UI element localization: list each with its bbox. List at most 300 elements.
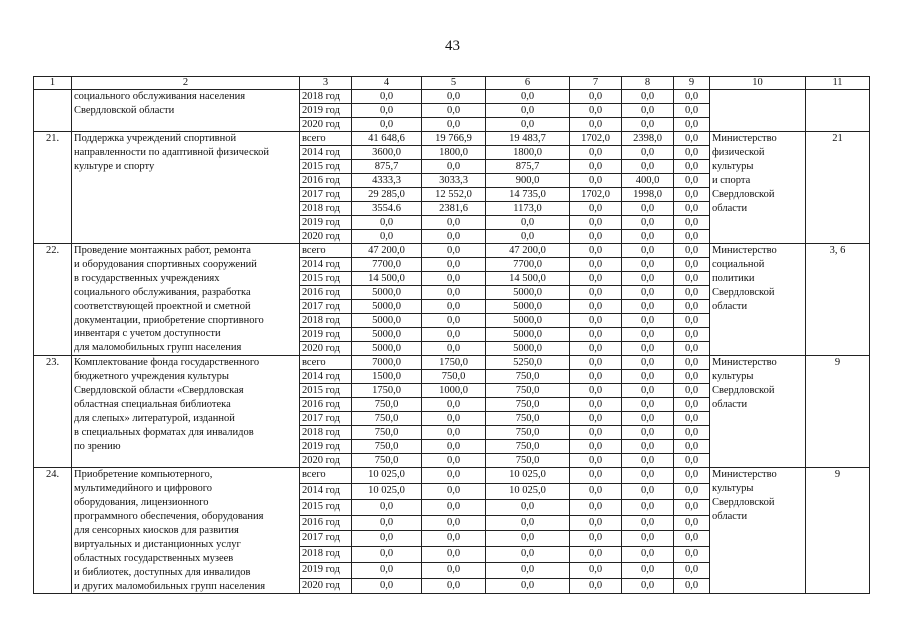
value-cell: 0,0	[422, 499, 486, 515]
text-line: Комплектование фонда государственного	[74, 357, 260, 369]
period-cell: 2020 год	[300, 342, 352, 356]
value-cell: 750,0	[486, 370, 570, 384]
value-cell: 0,0	[622, 562, 674, 578]
value-cell: 0,0	[674, 314, 710, 328]
text-line: и спорта	[712, 174, 751, 186]
value-cell: 0,0	[570, 468, 622, 484]
text-line: мультимедийного и цифрового	[74, 483, 213, 495]
text-line: инвентаря с учетом доступности	[74, 328, 221, 340]
value-cell: 0,0	[352, 578, 422, 594]
period-cell: 2018 год	[300, 90, 352, 104]
value-cell: 0,0	[570, 356, 622, 370]
value-cell: 0,0	[486, 104, 570, 118]
text-line: культуры	[712, 483, 754, 495]
value-cell: 750,0	[486, 426, 570, 440]
text-line: и других маломобильных групп населения	[74, 580, 266, 592]
value-cell: 0,0	[674, 356, 710, 370]
text-line: Свердловской	[712, 497, 775, 509]
value-cell: 0,0	[422, 300, 486, 314]
value-cell: 0,0	[422, 547, 486, 563]
item-name-cell	[72, 132, 300, 244]
value-cell: 0,0	[674, 104, 710, 118]
target-cell: 21	[806, 132, 870, 244]
value-cell: 0,0	[674, 440, 710, 454]
period-cell: 2016 год	[300, 398, 352, 412]
column-number: 10	[710, 77, 806, 90]
value-cell: 0,0	[622, 314, 674, 328]
value-cell: 3033,3	[422, 174, 486, 188]
text-line: Приобретение компьютерного,	[74, 469, 213, 481]
text-line: Свердловской	[712, 385, 775, 397]
target-cell: 9	[806, 468, 870, 594]
value-cell: 0,0	[570, 230, 622, 244]
text-line: для слепых» литературой, изданной	[74, 412, 235, 424]
value-cell: 0,0	[570, 146, 622, 160]
value-cell: 0,0	[674, 230, 710, 244]
value-cell: 0,0	[570, 499, 622, 515]
table-body	[34, 77, 870, 594]
value-cell: 875,7	[486, 160, 570, 174]
value-cell: 875,7	[352, 160, 422, 174]
value-cell: 750,0	[486, 454, 570, 468]
period-cell: 2015 год	[300, 384, 352, 398]
table-row	[34, 468, 870, 484]
period-cell: 2018 год	[300, 426, 352, 440]
ministry-cell	[710, 244, 806, 356]
item-name-cell	[72, 90, 300, 132]
text-line: области	[712, 202, 748, 214]
value-cell: 0,0	[486, 562, 570, 578]
value-cell: 0,0	[570, 515, 622, 531]
value-cell: 1173,0	[486, 202, 570, 216]
value-cell: 0,0	[570, 314, 622, 328]
ministry-cell	[710, 132, 806, 244]
value-cell: 10 025,0	[486, 484, 570, 500]
column-number-row	[34, 77, 870, 90]
value-cell: 0,0	[674, 515, 710, 531]
period-cell: 2019 год	[300, 562, 352, 578]
value-cell: 0,0	[622, 244, 674, 258]
value-cell: 5000,0	[486, 300, 570, 314]
value-cell: 0,0	[422, 216, 486, 230]
value-cell: 0,0	[422, 118, 486, 132]
value-cell: 1702,0	[570, 188, 622, 202]
value-cell: 0,0	[622, 515, 674, 531]
value-cell: 5000,0	[352, 328, 422, 342]
value-cell: 0,0	[674, 578, 710, 594]
value-cell: 0,0	[422, 468, 486, 484]
period-cell: 2018 год	[300, 202, 352, 216]
value-cell: 0,0	[422, 314, 486, 328]
ministry-cell	[710, 356, 806, 468]
value-cell: 0,0	[352, 562, 422, 578]
value-cell: 750,0	[486, 384, 570, 398]
value-cell: 0,0	[674, 531, 710, 547]
value-cell: 0,0	[570, 454, 622, 468]
value-cell: 0,0	[674, 118, 710, 132]
target-cell: 3, 6	[806, 244, 870, 356]
text-line: для сенсорных киосков для развития	[74, 524, 239, 536]
value-cell: 1000,0	[422, 384, 486, 398]
column-number: 8	[622, 77, 674, 90]
value-cell: 0,0	[422, 426, 486, 440]
value-cell: 0,0	[422, 578, 486, 594]
ministry-cell	[710, 90, 806, 132]
text-line: виртуальных и дистанционных услуг	[74, 538, 241, 550]
value-cell: 0,0	[674, 286, 710, 300]
value-cell: 0,0	[674, 146, 710, 160]
value-cell: 0,0	[674, 328, 710, 342]
value-cell: 0,0	[422, 398, 486, 412]
value-cell: 400,0	[622, 174, 674, 188]
value-cell: 2381,6	[422, 202, 486, 216]
value-cell: 0,0	[674, 370, 710, 384]
period-cell: 2017 год	[300, 412, 352, 426]
value-cell: 0,0	[622, 328, 674, 342]
ministry-cell	[710, 468, 806, 594]
value-cell: 0,0	[622, 499, 674, 515]
value-cell: 750,0	[352, 398, 422, 412]
value-cell: 0,0	[570, 258, 622, 272]
value-cell: 1500,0	[352, 370, 422, 384]
value-cell: 0,0	[570, 398, 622, 412]
value-cell: 0,0	[570, 370, 622, 384]
period-cell: 2018 год	[300, 314, 352, 328]
value-cell: 0,0	[674, 547, 710, 563]
value-cell: 0,0	[570, 440, 622, 454]
period-cell: 2018 год	[300, 547, 352, 563]
value-cell: 0,0	[622, 356, 674, 370]
value-cell: 0,0	[674, 384, 710, 398]
text-line: области	[712, 300, 748, 312]
text-line: Свердловской	[712, 188, 775, 200]
text-line: социального обслуживания, разработка	[74, 286, 251, 298]
value-cell: 0,0	[570, 412, 622, 426]
text-line: Министерство	[712, 245, 777, 256]
period-cell: 2020 год	[300, 578, 352, 594]
value-cell: 0,0	[422, 272, 486, 286]
period-cell: 2019 год	[300, 328, 352, 342]
value-cell: 0,0	[674, 468, 710, 484]
column-number: 9	[674, 77, 710, 90]
value-cell: 750,0	[486, 440, 570, 454]
period-cell: 2014 год	[300, 258, 352, 272]
value-cell: 0,0	[486, 547, 570, 563]
value-cell: 10 025,0	[352, 484, 422, 500]
text-line: в специальных форматах для инвалидов	[74, 426, 254, 438]
value-cell: 0,0	[422, 531, 486, 547]
value-cell: 0,0	[570, 300, 622, 314]
value-cell: 0,0	[622, 412, 674, 426]
value-cell: 2398,0	[622, 132, 674, 146]
value-cell: 0,0	[674, 202, 710, 216]
page-number: 43	[445, 38, 460, 54]
item-index-cell: 22.	[34, 244, 72, 356]
value-cell: 0,0	[570, 244, 622, 258]
period-cell: 2020 год	[300, 230, 352, 244]
column-number: 6	[486, 77, 570, 90]
text-line: Свердловской области «Свердловская	[74, 385, 244, 397]
value-cell: 5000,0	[352, 314, 422, 328]
value-cell: 0,0	[622, 272, 674, 286]
value-cell: 12 552,0	[422, 188, 486, 202]
value-cell: 0,0	[570, 104, 622, 118]
text-line: соответствующей проектной и сметной	[74, 300, 251, 312]
value-cell: 1998,0	[622, 188, 674, 202]
value-cell: 0,0	[622, 384, 674, 398]
period-cell: всего	[300, 356, 352, 370]
text-line: по зрению	[74, 440, 121, 452]
value-cell: 5250,0	[486, 356, 570, 370]
value-cell: 0,0	[570, 384, 622, 398]
value-cell: 0,0	[622, 258, 674, 272]
value-cell: 0,0	[422, 484, 486, 500]
column-number: 3	[300, 77, 352, 90]
item-name-cell	[72, 356, 300, 468]
value-cell: 750,0	[352, 440, 422, 454]
column-number: 4	[352, 77, 422, 90]
value-cell: 0,0	[674, 244, 710, 258]
value-cell: 5000,0	[486, 314, 570, 328]
text-line: программного обеспечения, оборудования	[74, 510, 264, 522]
value-cell: 0,0	[622, 104, 674, 118]
value-cell: 0,0	[570, 531, 622, 547]
value-cell: 0,0	[674, 342, 710, 356]
period-cell: всего	[300, 468, 352, 484]
text-line: области	[712, 398, 748, 410]
value-cell: 0,0	[570, 174, 622, 188]
value-cell: 10 025,0	[486, 468, 570, 484]
text-line: оборудования, лицензионного	[74, 497, 209, 509]
value-cell: 1750,0	[422, 356, 486, 370]
value-cell: 3554.6	[352, 202, 422, 216]
period-cell: 2016 год	[300, 286, 352, 300]
text-line: областная специальная библиотека	[74, 398, 231, 410]
value-cell: 0,0	[570, 484, 622, 500]
table-row	[34, 244, 870, 258]
text-line: направленности по адаптивной физической	[74, 146, 270, 158]
item-name-cell	[72, 468, 300, 594]
value-cell: 0,0	[674, 484, 710, 500]
value-cell: 0,0	[486, 578, 570, 594]
value-cell: 0,0	[352, 216, 422, 230]
value-cell: 750,0	[486, 412, 570, 426]
value-cell: 47 200,0	[352, 244, 422, 258]
value-cell: 0,0	[352, 531, 422, 547]
period-cell: 2015 год	[300, 160, 352, 174]
period-cell: 2014 год	[300, 484, 352, 500]
column-number: 2	[72, 77, 300, 90]
period-cell: 2014 год	[300, 370, 352, 384]
value-cell: 750,0	[422, 370, 486, 384]
value-cell: 0,0	[674, 258, 710, 272]
value-cell: 900,0	[486, 174, 570, 188]
value-cell: 1800,0	[486, 146, 570, 160]
value-cell: 0,0	[486, 118, 570, 132]
period-cell: 2014 год	[300, 146, 352, 160]
text-line: Поддержка учреждений спортивной	[74, 133, 237, 144]
item-index-cell: 24.	[34, 468, 72, 594]
value-cell: 0,0	[622, 230, 674, 244]
value-cell: 0,0	[674, 188, 710, 202]
value-cell: 0,0	[352, 118, 422, 132]
period-cell: всего	[300, 244, 352, 258]
text-line: Министерство	[712, 133, 777, 144]
value-cell: 0,0	[570, 286, 622, 300]
period-cell: 2020 год	[300, 454, 352, 468]
value-cell: 5000,0	[486, 286, 570, 300]
table-row	[34, 90, 870, 104]
value-cell: 0,0	[622, 440, 674, 454]
value-cell: 5000,0	[352, 342, 422, 356]
value-cell: 0,0	[422, 328, 486, 342]
value-cell: 0,0	[422, 454, 486, 468]
value-cell: 0,0	[570, 216, 622, 230]
period-cell: 2017 год	[300, 300, 352, 314]
value-cell: 0,0	[674, 160, 710, 174]
value-cell: 0,0	[674, 398, 710, 412]
value-cell: 0,0	[622, 426, 674, 440]
value-cell: 750,0	[352, 426, 422, 440]
item-name-cell	[72, 244, 300, 356]
text-line: областных государственных музеев	[74, 552, 234, 564]
text-line: культуре и спорту	[74, 160, 155, 172]
period-cell: 2016 год	[300, 174, 352, 188]
value-cell: 0,0	[570, 202, 622, 216]
table-row	[34, 132, 870, 146]
value-cell: 7700,0	[486, 258, 570, 272]
column-number: 5	[422, 77, 486, 90]
text-line: области	[712, 510, 748, 522]
value-cell: 0,0	[570, 328, 622, 342]
period-cell: 2017 год	[300, 188, 352, 202]
text-line: для маломобильных групп населения	[74, 342, 242, 354]
value-cell: 0,0	[674, 300, 710, 314]
text-line: и библиотек, доступных для инвалидов	[74, 566, 251, 578]
value-cell: 0,0	[422, 342, 486, 356]
value-cell: 5000,0	[486, 342, 570, 356]
period-cell: 2015 год	[300, 499, 352, 515]
text-line: социальной	[712, 258, 765, 270]
value-cell: 0,0	[622, 484, 674, 500]
value-cell: 47 200,0	[486, 244, 570, 258]
text-line: политики	[712, 272, 755, 284]
item-index-cell: 21.	[34, 132, 72, 244]
item-index-cell	[34, 90, 72, 132]
value-cell: 0,0	[422, 244, 486, 258]
period-cell: 2020 год	[300, 118, 352, 132]
text-line: Министерство	[712, 469, 777, 481]
value-cell: 0,0	[622, 468, 674, 484]
value-cell: 0,0	[486, 216, 570, 230]
value-cell: 1800,0	[422, 146, 486, 160]
value-cell: 0,0	[622, 160, 674, 174]
value-cell: 750,0	[352, 454, 422, 468]
column-number: 1	[34, 77, 72, 90]
value-cell: 4333,3	[352, 174, 422, 188]
value-cell: 0,0	[352, 515, 422, 531]
value-cell: 0,0	[422, 160, 486, 174]
value-cell: 1750,0	[352, 384, 422, 398]
value-cell: 0,0	[486, 499, 570, 515]
period-cell: 2017 год	[300, 531, 352, 547]
program-table	[33, 76, 870, 594]
target-cell: 9	[806, 356, 870, 468]
value-cell: 5000,0	[486, 328, 570, 342]
value-cell: 0,0	[674, 562, 710, 578]
value-cell: 0,0	[674, 216, 710, 230]
value-cell: 0,0	[570, 272, 622, 286]
item-index-cell: 23.	[34, 356, 72, 468]
text-line: культуры	[712, 160, 754, 172]
value-cell: 0,0	[622, 90, 674, 104]
value-cell: 0,0	[622, 342, 674, 356]
text-line: в государственных учреждениях	[74, 272, 220, 284]
value-cell: 0,0	[570, 547, 622, 563]
value-cell: 0,0	[622, 286, 674, 300]
value-cell: 3600,0	[352, 146, 422, 160]
value-cell: 0,0	[422, 286, 486, 300]
target-cell	[806, 90, 870, 132]
value-cell: 14 735,0	[486, 188, 570, 202]
value-cell: 0,0	[486, 90, 570, 104]
value-cell: 0,0	[422, 515, 486, 531]
column-number: 11	[806, 77, 870, 90]
value-cell: 0,0	[486, 230, 570, 244]
value-cell: 0,0	[352, 90, 422, 104]
period-cell: 2015 год	[300, 272, 352, 286]
value-cell: 0,0	[674, 412, 710, 426]
value-cell: 0,0	[674, 454, 710, 468]
value-cell: 0,0	[570, 160, 622, 174]
value-cell: 0,0	[570, 118, 622, 132]
value-cell: 0,0	[422, 104, 486, 118]
value-cell: 0,0	[422, 90, 486, 104]
value-cell: 0,0	[422, 412, 486, 426]
text-line: и оборудования спортивных сооружений	[74, 258, 257, 270]
period-cell: 2016 год	[300, 515, 352, 531]
value-cell: 10 025,0	[352, 468, 422, 484]
value-cell: 7700,0	[352, 258, 422, 272]
value-cell: 0,0	[570, 342, 622, 356]
value-cell: 0,0	[570, 426, 622, 440]
value-cell: 0,0	[422, 258, 486, 272]
value-cell: 0,0	[422, 230, 486, 244]
table-row	[34, 356, 870, 370]
text-line: Свердловской области	[74, 104, 175, 116]
value-cell: 0,0	[622, 578, 674, 594]
value-cell: 0,0	[674, 272, 710, 286]
period-cell: 2019 год	[300, 440, 352, 454]
value-cell: 0,0	[622, 300, 674, 314]
text-line: документации, приобретение спортивного	[74, 314, 264, 326]
value-cell: 0,0	[622, 370, 674, 384]
value-cell: 19 766,9	[422, 132, 486, 146]
value-cell: 0,0	[570, 90, 622, 104]
value-cell: 0,0	[622, 202, 674, 216]
value-cell: 0,0	[674, 174, 710, 188]
value-cell: 750,0	[352, 412, 422, 426]
value-cell: 14 500,0	[486, 272, 570, 286]
value-cell: 41 648,6	[352, 132, 422, 146]
value-cell: 0,0	[352, 230, 422, 244]
value-cell: 0,0	[486, 515, 570, 531]
value-cell: 0,0	[622, 216, 674, 230]
text-line: культуры	[712, 371, 754, 383]
period-cell: 2019 год	[300, 104, 352, 118]
period-cell: всего	[300, 132, 352, 146]
value-cell: 14 500,0	[352, 272, 422, 286]
